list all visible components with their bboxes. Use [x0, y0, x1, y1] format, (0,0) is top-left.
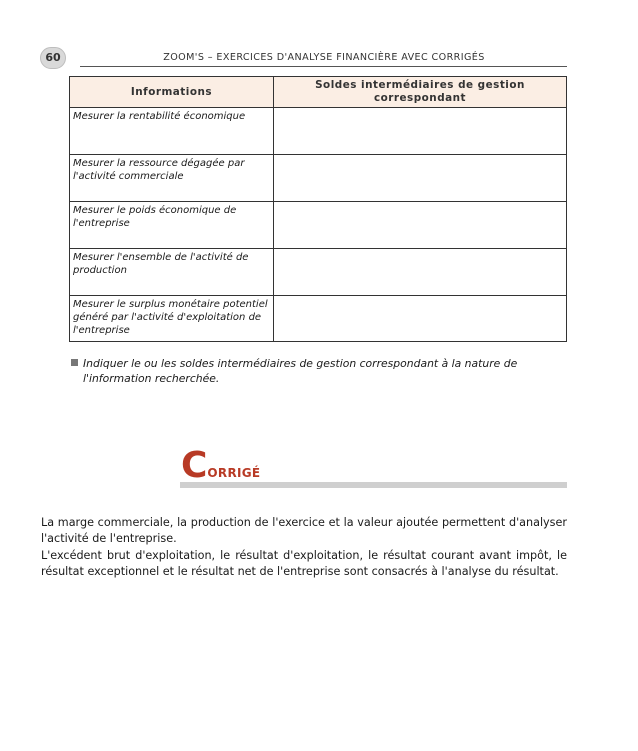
- table-row: [70, 249, 567, 296]
- table-row: [70, 296, 567, 342]
- sig-table: [69, 76, 567, 342]
- section-title-rest: ORRIGÉ: [207, 466, 261, 480]
- info-cell: Mesurer la ressource dégagée par l'activité commerciale: [70, 155, 274, 202]
- solde-cell: [274, 108, 567, 155]
- table-row: [70, 155, 567, 202]
- info-cell: Mesurer l'ensemble de l'activité de production: [70, 249, 274, 296]
- solde-cell: [274, 155, 567, 202]
- instruction-line-1: Indiquer le ou les soldes intermédiaires de gestion correspondant à la nature de: [83, 357, 518, 370]
- info-cell: Mesurer la rentabilité économique: [70, 108, 274, 155]
- square-bullet-icon: [71, 359, 78, 366]
- running-header: ZOOM'S – EXERCICES D'ANALYSE FINANCIÈRE AVEC CORRIGÉS: [163, 52, 485, 63]
- instruction-line-2: l'information recherchée.: [83, 372, 220, 385]
- solde-cell: [274, 202, 567, 249]
- table-row: [70, 108, 567, 155]
- column-header-informations: Informations: [70, 77, 274, 108]
- solde-cell: [274, 249, 567, 296]
- table-row: [70, 202, 567, 249]
- section-title-corrige: [181, 445, 261, 486]
- header-rule: [80, 66, 567, 67]
- info-cell: Mesurer le surplus monétaire potentiel généré par l'activité d'exploitation de l'entreprise: [70, 296, 274, 342]
- solde-cell: [274, 296, 567, 342]
- page-number: 60: [40, 47, 66, 69]
- table-header-row: [70, 77, 567, 108]
- column-header-soldes: Soldes intermédiaires de gestion correspondant: [274, 77, 567, 108]
- answer-paragraph-1: La marge commerciale, la production de l'exercice et la valeur ajoutée permettent d'analyser l'activité de l'entreprise.: [41, 516, 567, 545]
- answer-paragraph-2: L'excédent brut d'exploitation, le résultat d'exploitation, le résultat courant avant impôt, le résultat exceptionnel et le résultat net de l'entreprise sont consacrés à l'analyse du résultat.: [41, 549, 567, 578]
- info-cell: Mesurer le poids économique de l'entreprise: [70, 202, 274, 249]
- section-title-initial: C: [181, 445, 208, 486]
- exercise-instruction: [71, 356, 567, 386]
